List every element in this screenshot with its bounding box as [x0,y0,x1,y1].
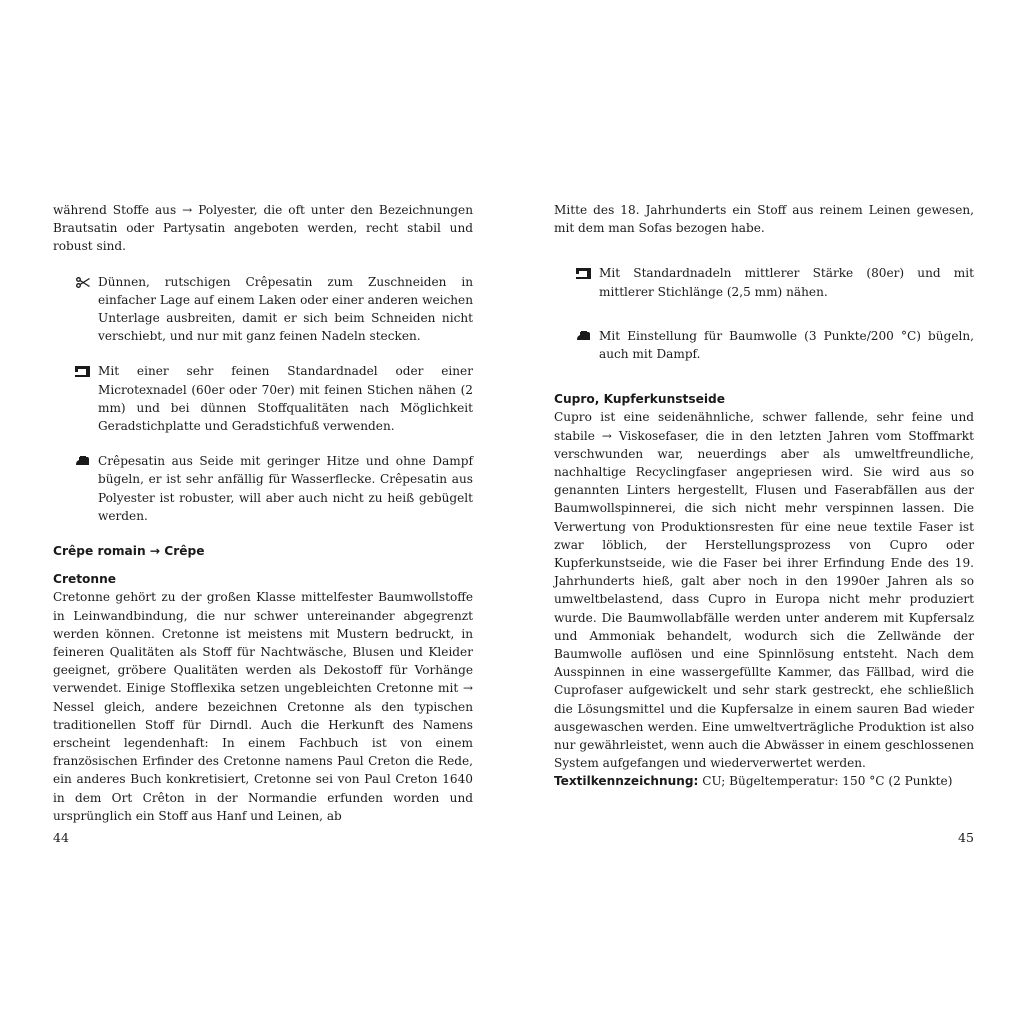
note-text: Mit einer sehr feinen Standardnadel oder einer Microtexnadel (60er oder 70er) mit feinen Stichen nähen (2 mm) und bei dünnen Stoffqualitäten nach Möglichkeit Geradstichplatte und Geradstichfuß verwenden. [98,364,473,434]
cupro-paragraph: Cupro ist eine seidenähnliche, schwer fallende, sehr feine und stabile → Viskosefaser, die in den letzten Jahren vom Stoffmarkt verschwunden war, neuerdings aber als umweltfreundliche, nachhaltige Recyclingfaser angepriesen wird. Sie wird aus so genannten Linters hergestellt, Flusen und Faserabfällen aus der Baumwollspinnerei, die sich nicht mehr verspinnen lassen. Die Verwertung von Produktionsresten für eine neue textile Faser ist zwar löblich, der Herstellungsprozess von Cupro oder Kupferkunstseide, wie die Faser bei ihrer Erfindung Ende des 19. Jahrhunderts hieß, galt aber noch in den 1990er Jahren als so umweltbelastend, dass Cupro in Europa nicht mehr produziert wurde. Die Baumwollabfälle werden unter anderem mit Kupfersalz und Ammoniak behandelt, wodurch sich die Zellwände der Baumwolle auflösen und eine Spinnlösung entsteht. Nach dem Ausspinnen in eine wassergefüllte Kammer, das Fällbad, wird die Cuprofaser aufgewickelt und sehr stark gestreckt, ehe schließlich die Lösungsmittel und die Kupfersalze in einem sauren Bad wieder ausgewaschen werden. Eine umweltverträgliche Produktion ist also nur gewährleistet, wenn auch die Abwässer in einem geschlossenen System aufgefangen und wiederverwertet werden. [554,410,974,771]
sewing-note [53,362,473,435]
ironing-note [53,452,473,525]
crossref-heading: Crêpe romain → Crêpe [53,544,205,559]
cupro-heading: Cupro, Kupferkunstseide [554,392,726,407]
iron-icon [53,452,90,466]
ironing-note [554,327,974,363]
iron-icon [554,327,591,341]
intro-paragraph: während Stoffe aus → Polyester, die oft unter den Bezeichnungen Brautsatin oder Partysatin angeboten werden, recht stabil und robust sind. [53,203,473,254]
note-text: Mit Standardnadeln mittlerer Stärke (80er) und mit mittlerer Stichlänge (2,5 mm) nähen. [599,266,974,299]
textile-value: CU; Bügeltemperatur: 150 °C (2 Punkte) [698,774,953,789]
textile-labeling [554,772,974,790]
scissors-icon [53,273,90,288]
sewing-note [554,264,974,300]
note-text: Mit Einstellung für Baumwolle (3 Punkte/200 °C) bügeln, auch mit Dampf. [599,328,974,362]
sewing-machine-icon [554,264,591,279]
right-page [512,0,1024,1024]
left-text-column [53,201,473,825]
page-number: 45 [958,830,974,845]
cutting-note [53,273,473,346]
page-number: 44 [53,830,69,845]
sewing-machine-icon [53,362,90,377]
note-text: Crêpesatin aus Seide mit geringer Hitze und ohne Dampf bügeln, er ist sehr anfällig für Wasserflecke. Crêpesatin aus Polyester ist robuster, will aber auch nicht zu heiß gebügelt werden. [98,454,473,523]
right-text-column [554,201,974,791]
cretonne-paragraph: Cretonne gehört zu der großen Klasse mittelfester Baumwollstoffe in Leinwandbindung, die nur schwer untereinander abgegrenzt werden können. Cretonne ist meistens mit Mustern bedruckt, in feineren Qualitäten als Stoff für Nachtwäsche, Blusen und Kleider geeignet, gröbere Qualitäten werden als Dekostoff für Vorhänge verwendet. Einige Stofflexika setzen ungebleichten Cretonne mit → Nessel gleich, andere bezeichnen Cretonne als den typischen traditionellen Stoff für Dirndl. Auch die Herkunft des Namens erscheint legendenhaft: In einem Fachbuch ist von einem französischen Erfinder des Cretonne namens Paul Creton die Rede, ein anderes Buch konkretisiert, Cretonne sei von Paul Creton 1640 in dem Ort Crêton in der Normandie erfunden worden und ursprünglich ein Stoff aus Hanf und Leinen, ab [53,590,473,823]
cretonne-heading: Cretonne [53,572,117,587]
note-text: Dünnen, rutschigen Crêpesatin zum Zuschneiden in einfacher Lage auf einem Laken oder einer anderen weichen Unterlage ausbreiten, damit er sich beim Schneiden nicht verschiebt, und nur mit ganz feinen Nadeln stecken. [98,274,473,344]
intro-paragraph: Mitte des 18. Jahrhunderts ein Stoff aus reinem Leinen gewesen, mit dem man Sofas bezogen habe. [554,203,974,236]
textile-label: Textilkennzeichnung: [554,774,699,789]
